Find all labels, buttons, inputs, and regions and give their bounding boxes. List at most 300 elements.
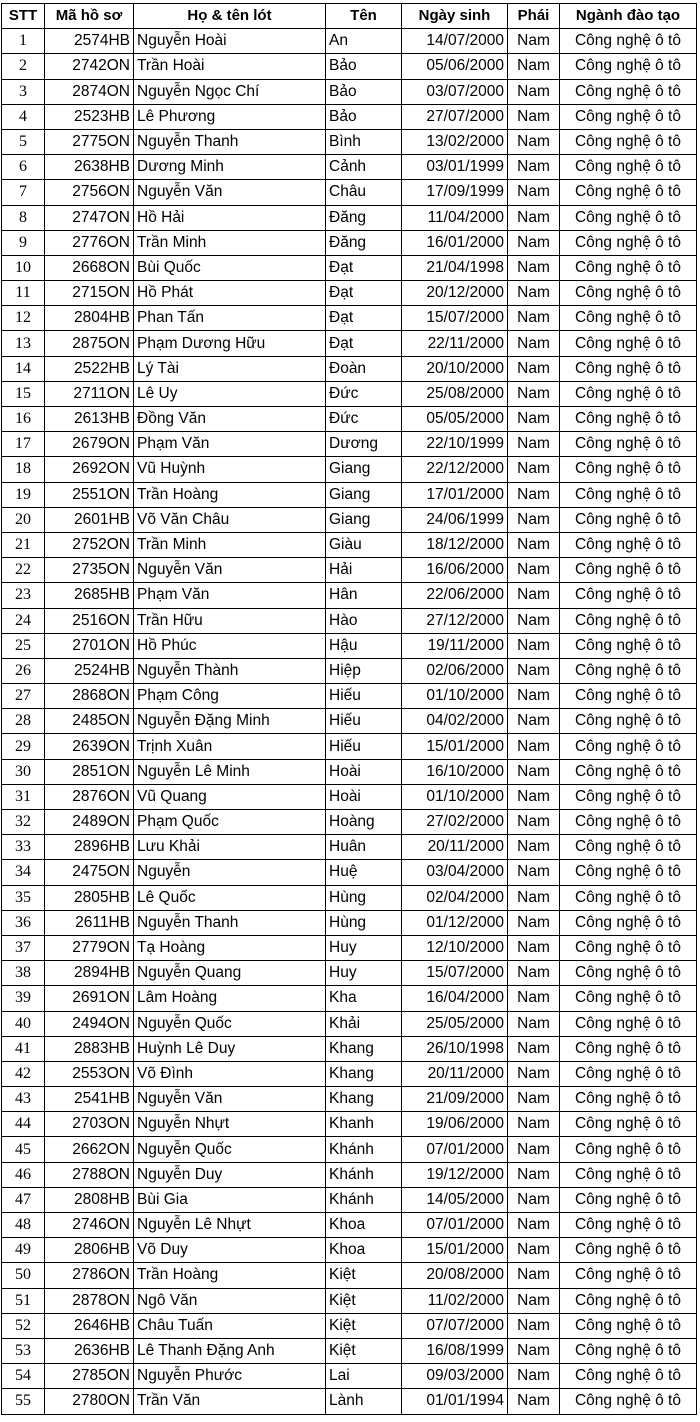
- row-code: 2785ON: [45, 1364, 134, 1389]
- row-stt: 54: [2, 1364, 45, 1389]
- row-first-name: Hậu: [326, 633, 402, 658]
- row-dob: 03/07/2000: [402, 79, 508, 104]
- row-sex: Nam: [508, 835, 560, 860]
- row-last-name: Lưu Khải: [134, 835, 326, 860]
- row-first-name: Lai: [326, 1364, 402, 1389]
- row-dob: 17/01/2000: [402, 482, 508, 507]
- row-code: 2779ON: [45, 935, 134, 960]
- row-first-name: Hùng: [326, 885, 402, 910]
- table-row: [2, 129, 697, 154]
- row-last-name: Lê Uy: [134, 381, 326, 406]
- row-sex: Nam: [508, 1213, 560, 1238]
- row-code: 2485ON: [45, 709, 134, 734]
- row-major: Công nghệ ô tô: [560, 1137, 697, 1162]
- table-row: [2, 230, 697, 255]
- row-last-name: Trịnh Xuân: [134, 734, 326, 759]
- table-row: [2, 306, 697, 331]
- table-row: [2, 835, 697, 860]
- table-row: [2, 1036, 697, 1061]
- row-stt: 44: [2, 1112, 45, 1137]
- row-last-name: Lê Quốc: [134, 885, 326, 910]
- table-row: [2, 79, 697, 104]
- row-dob: 01/01/1994: [402, 1389, 508, 1414]
- row-first-name: Đăng: [326, 230, 402, 255]
- header-stt: STT: [2, 4, 45, 29]
- row-dob: 15/01/2000: [402, 1238, 508, 1263]
- row-dob: 21/04/1998: [402, 255, 508, 280]
- row-major: Công nghệ ô tô: [560, 734, 697, 759]
- table-row: [2, 633, 697, 658]
- row-dob: 01/10/2000: [402, 784, 508, 809]
- row-code: 2489ON: [45, 810, 134, 835]
- row-dob: 24/06/1999: [402, 507, 508, 532]
- row-sex: Nam: [508, 1263, 560, 1288]
- row-code: 2516ON: [45, 608, 134, 633]
- row-major: Công nghệ ô tô: [560, 1389, 697, 1414]
- row-last-name: Phạm Văn: [134, 583, 326, 608]
- row-major: Công nghệ ô tô: [560, 1313, 697, 1338]
- header-last-name: Họ & tên lót: [134, 4, 326, 29]
- row-major: Công nghệ ô tô: [560, 1112, 697, 1137]
- row-last-name: Nguyễn Đặng Minh: [134, 709, 326, 734]
- row-major: Công nghệ ô tô: [560, 356, 697, 381]
- row-sex: Nam: [508, 407, 560, 432]
- row-code: 2553ON: [45, 1061, 134, 1086]
- row-sex: Nam: [508, 180, 560, 205]
- table-row: [2, 885, 697, 910]
- row-code: 2752ON: [45, 532, 134, 557]
- row-dob: 16/08/1999: [402, 1338, 508, 1363]
- row-code: 2804HB: [45, 306, 134, 331]
- row-last-name: Lê Phương: [134, 104, 326, 129]
- row-first-name: Hải: [326, 558, 402, 583]
- row-major: Công nghệ ô tô: [560, 1288, 697, 1313]
- row-code: 2679ON: [45, 432, 134, 457]
- row-last-name: Võ Đình: [134, 1061, 326, 1086]
- row-stt: 28: [2, 709, 45, 734]
- row-stt: 6: [2, 155, 45, 180]
- row-first-name: Khang: [326, 1087, 402, 1112]
- row-sex: Nam: [508, 961, 560, 986]
- row-major: Công nghệ ô tô: [560, 205, 697, 230]
- row-dob: 04/02/2000: [402, 709, 508, 734]
- row-sex: Nam: [508, 558, 560, 583]
- row-first-name: An: [326, 29, 402, 54]
- row-stt: 25: [2, 633, 45, 658]
- row-dob: 27/02/2000: [402, 810, 508, 835]
- row-code: 2788ON: [45, 1162, 134, 1187]
- row-sex: Nam: [508, 1389, 560, 1414]
- row-last-name: Nguyễn: [134, 860, 326, 885]
- row-sex: Nam: [508, 608, 560, 633]
- row-last-name: Nguyễn Quốc: [134, 1011, 326, 1036]
- table-row: [2, 608, 697, 633]
- row-sex: Nam: [508, 29, 560, 54]
- table-row: [2, 281, 697, 306]
- row-major: Công nghệ ô tô: [560, 331, 697, 356]
- row-dob: 02/06/2000: [402, 658, 508, 683]
- row-dob: 22/12/2000: [402, 457, 508, 482]
- row-last-name: Nguyễn Quốc: [134, 1137, 326, 1162]
- table-row: [2, 180, 697, 205]
- row-dob: 18/12/2000: [402, 532, 508, 557]
- header-first-name: Tên: [326, 4, 402, 29]
- row-sex: Nam: [508, 1313, 560, 1338]
- row-major: Công nghệ ô tô: [560, 532, 697, 557]
- row-code: 2851ON: [45, 759, 134, 784]
- row-code: 2711ON: [45, 381, 134, 406]
- row-last-name: Nguyễn Quang: [134, 961, 326, 986]
- row-dob: 20/12/2000: [402, 281, 508, 306]
- row-major: Công nghệ ô tô: [560, 306, 697, 331]
- row-dob: 15/07/2000: [402, 306, 508, 331]
- row-dob: 16/01/2000: [402, 230, 508, 255]
- row-first-name: Kha: [326, 986, 402, 1011]
- row-first-name: Hoài: [326, 759, 402, 784]
- row-last-name: Bùi Gia: [134, 1187, 326, 1212]
- row-dob: 02/04/2000: [402, 885, 508, 910]
- row-code: 2494ON: [45, 1011, 134, 1036]
- row-stt: 19: [2, 482, 45, 507]
- row-major: Công nghệ ô tô: [560, 658, 697, 683]
- row-major: Công nghệ ô tô: [560, 558, 697, 583]
- row-first-name: Khánh: [326, 1162, 402, 1187]
- row-dob: 20/10/2000: [402, 356, 508, 381]
- table-row: [2, 1162, 697, 1187]
- row-dob: 21/09/2000: [402, 1087, 508, 1112]
- row-major: Công nghệ ô tô: [560, 1338, 697, 1363]
- row-first-name: Kiệt: [326, 1288, 402, 1313]
- row-code: 2691ON: [45, 986, 134, 1011]
- row-major: Công nghệ ô tô: [560, 255, 697, 280]
- header-sex: Phái: [508, 4, 560, 29]
- row-stt: 23: [2, 583, 45, 608]
- row-code: 2868ON: [45, 684, 134, 709]
- row-major: Công nghệ ô tô: [560, 608, 697, 633]
- row-dob: 05/06/2000: [402, 54, 508, 79]
- row-code: 2638HB: [45, 155, 134, 180]
- header-row: [2, 4, 697, 29]
- row-stt: 29: [2, 734, 45, 759]
- row-stt: 49: [2, 1238, 45, 1263]
- row-dob: 03/01/1999: [402, 155, 508, 180]
- row-dob: 20/11/2000: [402, 1061, 508, 1086]
- row-stt: 51: [2, 1288, 45, 1313]
- row-dob: 19/06/2000: [402, 1112, 508, 1137]
- row-stt: 45: [2, 1137, 45, 1162]
- table-row: [2, 709, 697, 734]
- row-code: 2601HB: [45, 507, 134, 532]
- row-stt: 32: [2, 810, 45, 835]
- row-first-name: Hào: [326, 608, 402, 633]
- table-row: [2, 432, 697, 457]
- row-stt: 43: [2, 1087, 45, 1112]
- row-sex: Nam: [508, 1011, 560, 1036]
- row-sex: Nam: [508, 885, 560, 910]
- row-major: Công nghệ ô tô: [560, 29, 697, 54]
- table-row: [2, 1137, 697, 1162]
- table-row: [2, 910, 697, 935]
- row-major: Công nghệ ô tô: [560, 155, 697, 180]
- row-dob: 01/12/2000: [402, 910, 508, 935]
- table-row: [2, 684, 697, 709]
- row-code: 2685HB: [45, 583, 134, 608]
- row-first-name: Kiệt: [326, 1263, 402, 1288]
- row-sex: Nam: [508, 1087, 560, 1112]
- table-row: [2, 457, 697, 482]
- row-first-name: Huệ: [326, 860, 402, 885]
- row-stt: 27: [2, 684, 45, 709]
- row-stt: 13: [2, 331, 45, 356]
- row-first-name: Hân: [326, 583, 402, 608]
- row-sex: Nam: [508, 986, 560, 1011]
- row-last-name: Dương Minh: [134, 155, 326, 180]
- row-dob: 20/08/2000: [402, 1263, 508, 1288]
- row-first-name: Bình: [326, 129, 402, 154]
- row-code: 2805HB: [45, 885, 134, 910]
- row-dob: 09/03/2000: [402, 1364, 508, 1389]
- row-last-name: Phạm Văn: [134, 432, 326, 457]
- row-code: 2883HB: [45, 1036, 134, 1061]
- row-code: 2662ON: [45, 1137, 134, 1162]
- table-row: [2, 331, 697, 356]
- row-last-name: Nguyễn Lê Minh: [134, 759, 326, 784]
- row-sex: Nam: [508, 734, 560, 759]
- row-sex: Nam: [508, 684, 560, 709]
- row-stt: 2: [2, 54, 45, 79]
- table-row: [2, 734, 697, 759]
- row-dob: 14/07/2000: [402, 29, 508, 54]
- row-stt: 26: [2, 658, 45, 683]
- row-stt: 5: [2, 129, 45, 154]
- row-major: Công nghệ ô tô: [560, 961, 697, 986]
- row-stt: 10: [2, 255, 45, 280]
- row-sex: Nam: [508, 784, 560, 809]
- row-dob: 15/07/2000: [402, 961, 508, 986]
- row-stt: 39: [2, 986, 45, 1011]
- table-row: [2, 1011, 697, 1036]
- row-stt: 22: [2, 558, 45, 583]
- row-last-name: Trần Hoàng: [134, 1263, 326, 1288]
- table-row: [2, 54, 697, 79]
- row-sex: Nam: [508, 79, 560, 104]
- row-stt: 17: [2, 432, 45, 457]
- row-first-name: Giang: [326, 457, 402, 482]
- row-stt: 14: [2, 356, 45, 381]
- row-last-name: Nguyễn Hoài: [134, 29, 326, 54]
- row-stt: 53: [2, 1338, 45, 1363]
- row-code: 2668ON: [45, 255, 134, 280]
- row-last-name: Nguyễn Văn: [134, 1087, 326, 1112]
- row-dob: 03/04/2000: [402, 860, 508, 885]
- row-code: 2874ON: [45, 79, 134, 104]
- row-stt: 30: [2, 759, 45, 784]
- row-first-name: Khoa: [326, 1213, 402, 1238]
- table-row: [2, 507, 697, 532]
- row-dob: 19/12/2000: [402, 1162, 508, 1187]
- table-row: [2, 935, 697, 960]
- table-row: [2, 356, 697, 381]
- row-stt: 41: [2, 1036, 45, 1061]
- row-sex: Nam: [508, 1238, 560, 1263]
- row-major: Công nghệ ô tô: [560, 709, 697, 734]
- row-major: Công nghệ ô tô: [560, 457, 697, 482]
- row-stt: 7: [2, 180, 45, 205]
- row-sex: Nam: [508, 457, 560, 482]
- row-sex: Nam: [508, 507, 560, 532]
- row-major: Công nghệ ô tô: [560, 104, 697, 129]
- row-dob: 11/04/2000: [402, 205, 508, 230]
- row-sex: Nam: [508, 759, 560, 784]
- row-first-name: Khánh: [326, 1137, 402, 1162]
- row-dob: 16/06/2000: [402, 558, 508, 583]
- row-major: Công nghệ ô tô: [560, 684, 697, 709]
- row-last-name: Hồ Hải: [134, 205, 326, 230]
- row-major: Công nghệ ô tô: [560, 1061, 697, 1086]
- row-code: 2715ON: [45, 281, 134, 306]
- row-major: Công nghệ ô tô: [560, 860, 697, 885]
- row-stt: 3: [2, 79, 45, 104]
- row-first-name: Hiệp: [326, 658, 402, 683]
- row-code: 2524HB: [45, 658, 134, 683]
- row-code: 2875ON: [45, 331, 134, 356]
- row-first-name: Kiệt: [326, 1313, 402, 1338]
- row-sex: Nam: [508, 205, 560, 230]
- row-sex: Nam: [508, 255, 560, 280]
- row-stt: 40: [2, 1011, 45, 1036]
- row-last-name: Trần Văn: [134, 1389, 326, 1414]
- row-major: Công nghệ ô tô: [560, 835, 697, 860]
- row-sex: Nam: [508, 1288, 560, 1313]
- row-last-name: Huỳnh Lê Duy: [134, 1036, 326, 1061]
- table-row: [2, 407, 697, 432]
- row-major: Công nghệ ô tô: [560, 507, 697, 532]
- row-code: 2636HB: [45, 1338, 134, 1363]
- row-last-name: Hồ Phát: [134, 281, 326, 306]
- row-first-name: Đoàn: [326, 356, 402, 381]
- row-first-name: Đạt: [326, 255, 402, 280]
- row-first-name: Lành: [326, 1389, 402, 1414]
- row-dob: 25/05/2000: [402, 1011, 508, 1036]
- table-row: [2, 784, 697, 809]
- row-stt: 24: [2, 608, 45, 633]
- row-first-name: Giang: [326, 507, 402, 532]
- row-last-name: Võ Duy: [134, 1238, 326, 1263]
- row-stt: 47: [2, 1187, 45, 1212]
- row-stt: 9: [2, 230, 45, 255]
- table-row: [2, 255, 697, 280]
- row-sex: Nam: [508, 860, 560, 885]
- row-sex: Nam: [508, 935, 560, 960]
- row-first-name: Đức: [326, 381, 402, 406]
- row-first-name: Kiệt: [326, 1338, 402, 1363]
- table-row: [2, 1213, 697, 1238]
- row-dob: 20/11/2000: [402, 835, 508, 860]
- row-major: Công nghệ ô tô: [560, 129, 697, 154]
- row-last-name: Phạm Công: [134, 684, 326, 709]
- row-first-name: Cảnh: [326, 155, 402, 180]
- row-code: 2475ON: [45, 860, 134, 885]
- row-stt: 21: [2, 532, 45, 557]
- row-last-name: Trần Hoài: [134, 54, 326, 79]
- row-stt: 15: [2, 381, 45, 406]
- table-row: [2, 583, 697, 608]
- row-stt: 11: [2, 281, 45, 306]
- row-sex: Nam: [508, 129, 560, 154]
- row-major: Công nghệ ô tô: [560, 1011, 697, 1036]
- table-row: [2, 1389, 697, 1414]
- row-stt: 16: [2, 407, 45, 432]
- row-major: Công nghệ ô tô: [560, 1263, 697, 1288]
- row-first-name: Đức: [326, 407, 402, 432]
- row-first-name: Bảo: [326, 79, 402, 104]
- row-last-name: Vũ Huỳnh: [134, 457, 326, 482]
- header-dob: Ngày sinh: [402, 4, 508, 29]
- row-code: 2896HB: [45, 835, 134, 860]
- table-row: [2, 1288, 697, 1313]
- row-code: 2878ON: [45, 1288, 134, 1313]
- row-stt: 1: [2, 29, 45, 54]
- row-stt: 18: [2, 457, 45, 482]
- row-dob: 15/01/2000: [402, 734, 508, 759]
- row-major: Công nghệ ô tô: [560, 381, 697, 406]
- row-code: 2876ON: [45, 784, 134, 809]
- row-stt: 8: [2, 205, 45, 230]
- table-row: [2, 1313, 697, 1338]
- row-sex: Nam: [508, 810, 560, 835]
- row-last-name: Phan Tấn: [134, 306, 326, 331]
- row-stt: 33: [2, 835, 45, 860]
- row-major: Công nghệ ô tô: [560, 482, 697, 507]
- row-first-name: Khang: [326, 1036, 402, 1061]
- row-last-name: Nguyễn Nhựt: [134, 1112, 326, 1137]
- row-code: 2522HB: [45, 356, 134, 381]
- row-major: Công nghệ ô tô: [560, 432, 697, 457]
- row-code: 2611HB: [45, 910, 134, 935]
- row-stt: 12: [2, 306, 45, 331]
- table-row: [2, 1364, 697, 1389]
- row-major: Công nghệ ô tô: [560, 1087, 697, 1112]
- row-first-name: Hiếu: [326, 734, 402, 759]
- row-dob: 17/09/1999: [402, 180, 508, 205]
- row-code: 2808HB: [45, 1187, 134, 1212]
- row-last-name: Phạm Quốc: [134, 810, 326, 835]
- row-code: 2776ON: [45, 230, 134, 255]
- table-row: [2, 1112, 697, 1137]
- row-last-name: Tạ Hoàng: [134, 935, 326, 960]
- row-last-name: Đồng Văn: [134, 407, 326, 432]
- row-dob: 19/11/2000: [402, 633, 508, 658]
- row-dob: 14/05/2000: [402, 1187, 508, 1212]
- row-last-name: Châu Tuấn: [134, 1313, 326, 1338]
- row-last-name: Nguyễn Duy: [134, 1162, 326, 1187]
- row-major: Công nghệ ô tô: [560, 1162, 697, 1187]
- row-major: Công nghệ ô tô: [560, 281, 697, 306]
- row-last-name: Vũ Quang: [134, 784, 326, 809]
- row-dob: 13/02/2000: [402, 129, 508, 154]
- row-first-name: Hùng: [326, 910, 402, 935]
- row-dob: 16/10/2000: [402, 759, 508, 784]
- row-code: 2523HB: [45, 104, 134, 129]
- row-first-name: Giang: [326, 482, 402, 507]
- row-sex: Nam: [508, 432, 560, 457]
- table-row: [2, 482, 697, 507]
- row-stt: 38: [2, 961, 45, 986]
- row-sex: Nam: [508, 381, 560, 406]
- row-last-name: Ngô Văn: [134, 1288, 326, 1313]
- row-sex: Nam: [508, 910, 560, 935]
- row-code: 2786ON: [45, 1263, 134, 1288]
